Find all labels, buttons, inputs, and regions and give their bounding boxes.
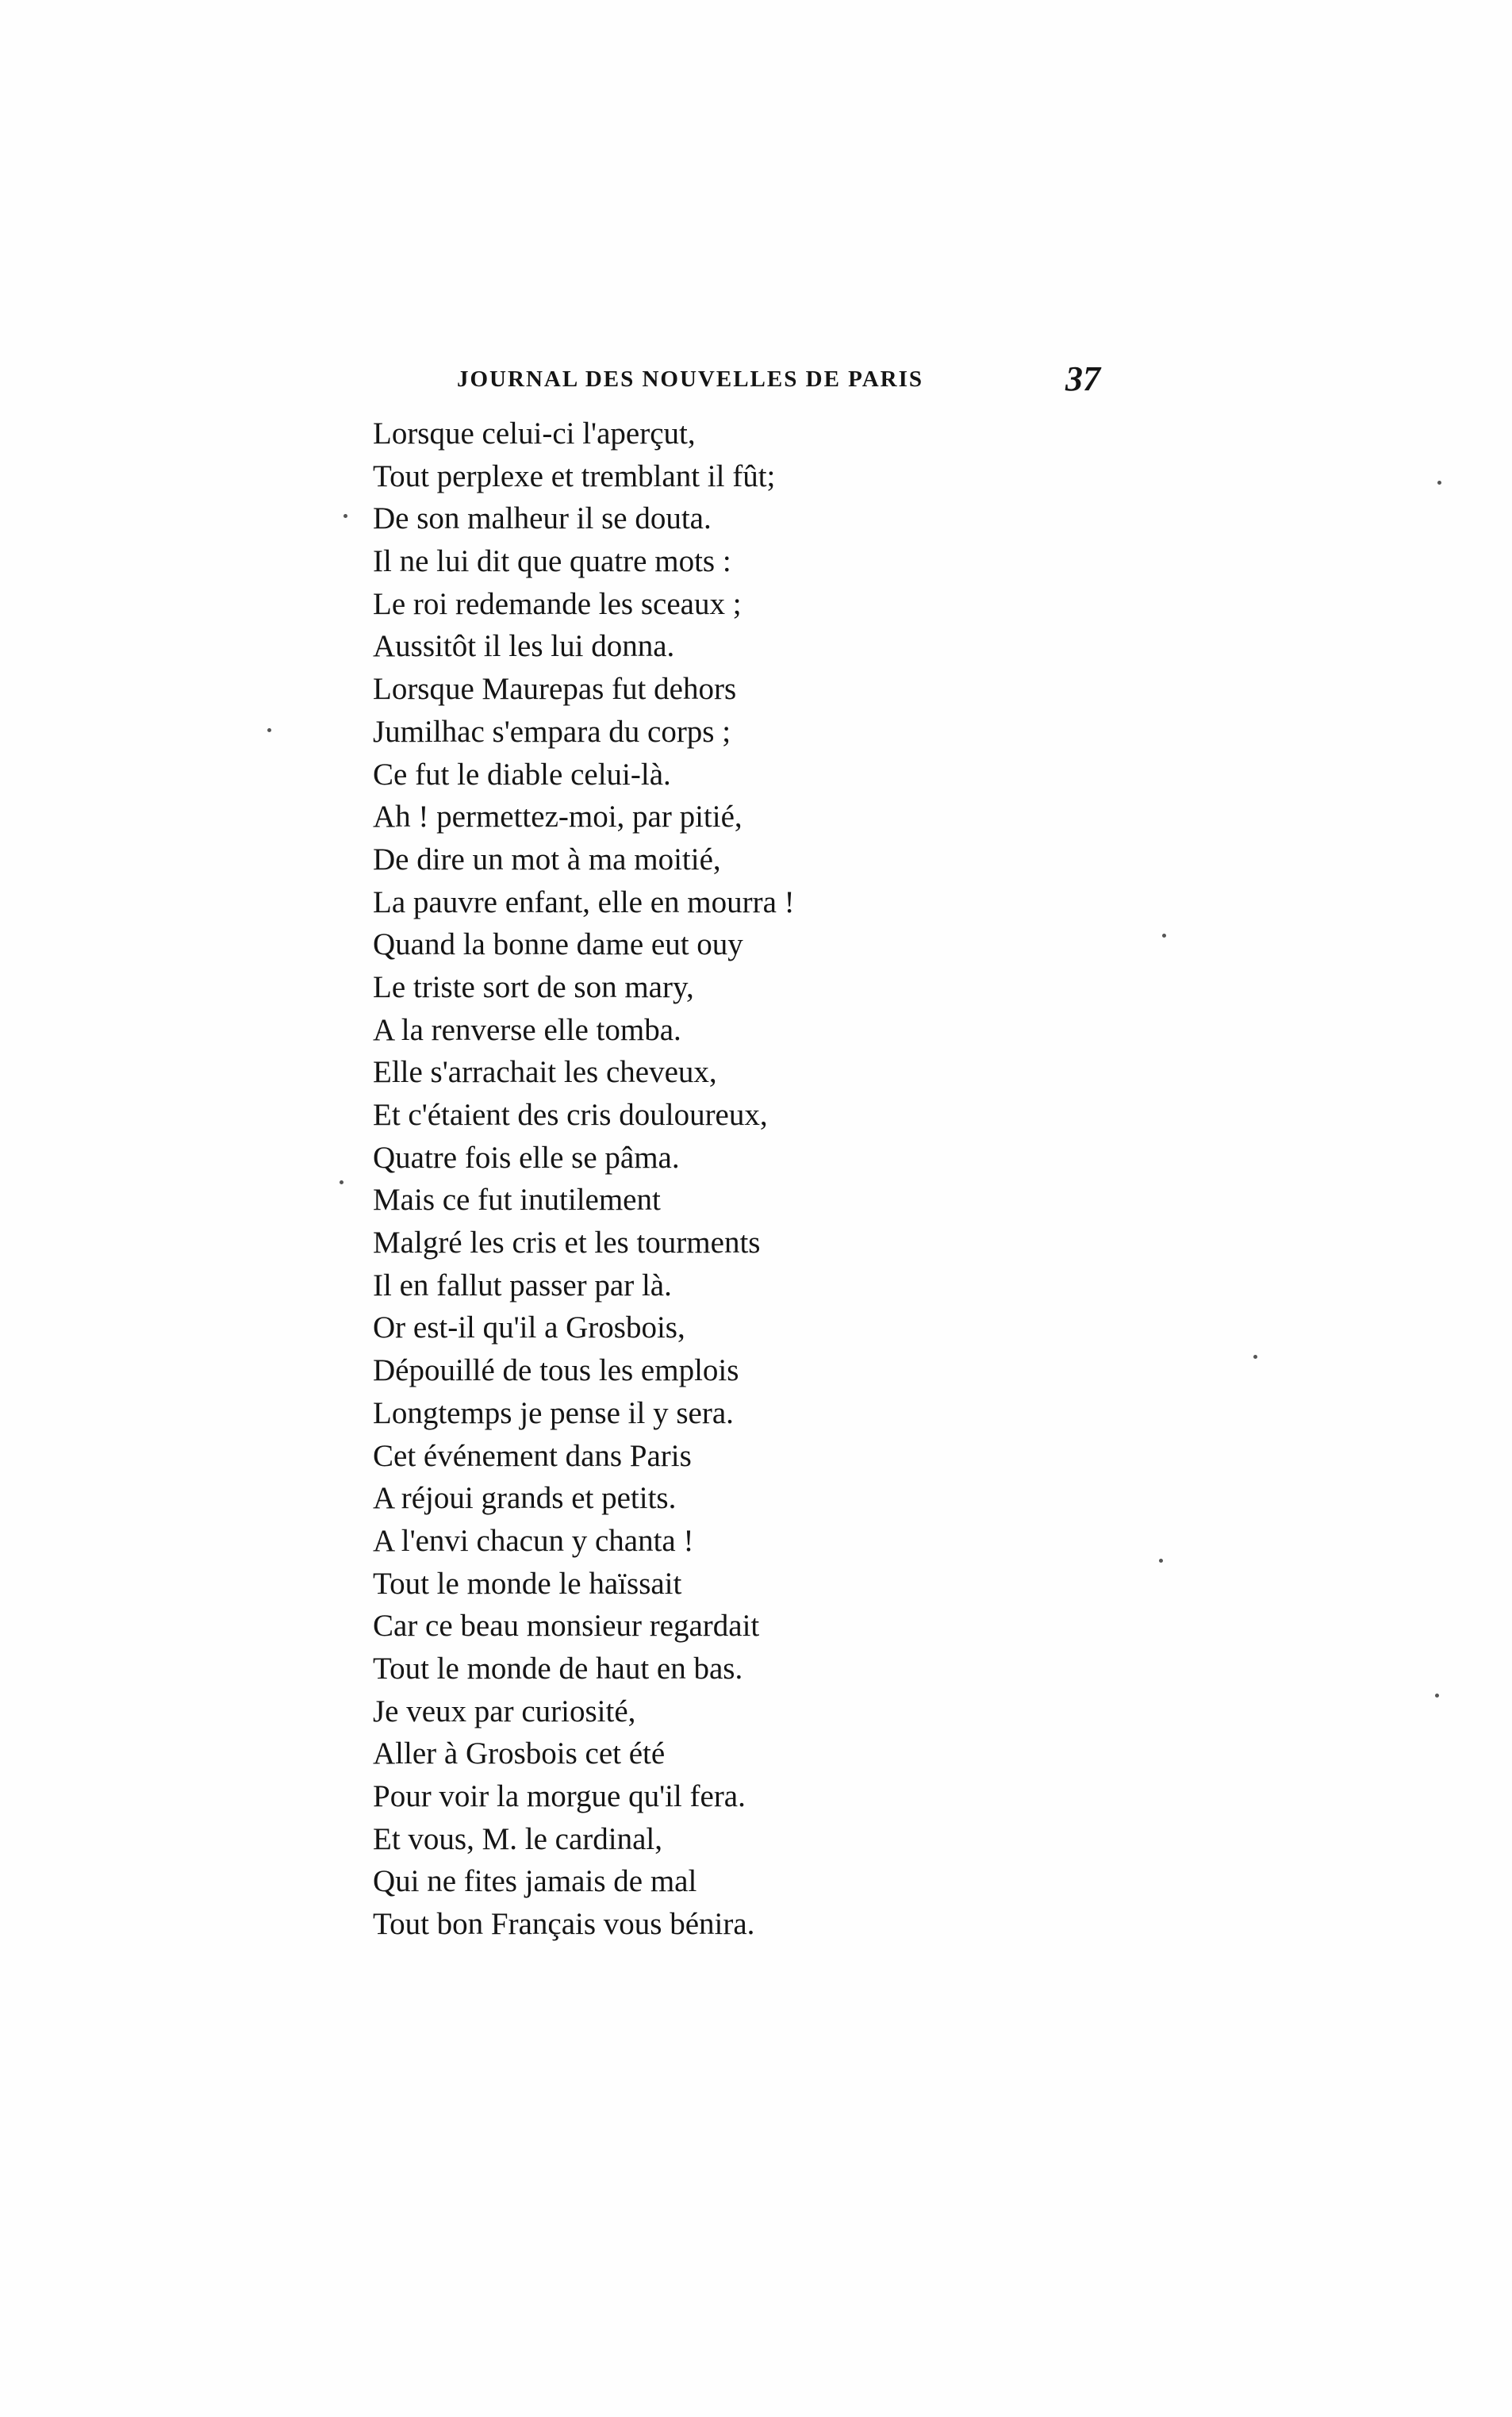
poem-line: Tout le monde de haut en bas.: [373, 1651, 743, 1686]
poem-line: Or est-il qu'il a Grosbois,: [373, 1310, 685, 1345]
paper-speck: [1437, 481, 1441, 485]
poem-line: Pour voir la morgue qu'il fera.: [373, 1779, 746, 1813]
poem-line: Mais ce fut inutilement: [373, 1183, 661, 1218]
poem-line: Dépouillé de tous les emplois: [373, 1353, 739, 1388]
poem-line: Quand la bonne dame eut ouy: [373, 927, 743, 962]
poem-line: Ce fut le diable celui-là.: [373, 757, 671, 792]
paper-speck: [343, 514, 347, 518]
poem-line: Ah ! permettez-moi, par pitié,: [373, 800, 743, 834]
poem-text: [373, 412, 795, 1946]
poem-line: Aller à Grosbois cet été: [373, 1736, 666, 1771]
poem-line: Tout le monde le haïssait: [373, 1566, 682, 1601]
paper-speck: [1435, 1694, 1439, 1698]
poem-line: Jumilhac s'empara du corps ;: [373, 714, 731, 749]
poem-line: Et vous, M. le cardinal,: [373, 1821, 662, 1856]
poem-line: Lorsque Maurepas fut dehors: [373, 672, 737, 707]
paper-speck: [1159, 1559, 1163, 1563]
paper-speck: [267, 728, 271, 732]
poem-line: Il en fallut passer par là.: [373, 1268, 672, 1302]
poem-line: Lorsque celui-ci l'aperçut,: [373, 416, 696, 451]
poem-line: Tout bon Français vous bénira.: [373, 1907, 755, 1942]
poem-line: A réjoui grands et petits.: [373, 1481, 677, 1516]
poem-line: Le roi redemande les sceaux ;: [373, 586, 742, 621]
poem-line: Aussitôt il les lui donna.: [373, 629, 675, 664]
paper-speck: [1253, 1355, 1257, 1359]
poem-line: A l'envi chacun y chanta !: [373, 1523, 694, 1558]
poem-line: La pauvre enfant, elle en mourra !: [373, 884, 795, 919]
poem-line: Elle s'arrachait les cheveux,: [373, 1055, 717, 1090]
poem-line: Tout perplexe et tremblant il fût;: [373, 458, 776, 493]
poem-line: Longtemps je pense il y sera.: [373, 1395, 734, 1430]
running-title: JOURNAL DES NOUVELLES DE PARIS: [457, 366, 924, 392]
poem-line: Il ne lui dit que quatre mots :: [373, 544, 731, 579]
poem-line: Malgré les cris et les tourments: [373, 1226, 761, 1260]
poem-line: Car ce beau monsieur regardait: [373, 1609, 760, 1644]
poem-line: Je veux par curiosité,: [373, 1694, 636, 1728]
poem-line: Quatre fois elle se pâma.: [373, 1140, 680, 1175]
paper-speck: [1162, 934, 1166, 938]
poem-line: Cet événement dans Paris: [373, 1438, 692, 1473]
poem-line: De son malheur il se douta.: [373, 501, 712, 536]
paper-speck: [340, 1180, 343, 1184]
poem-line: Le triste sort de son mary,: [373, 969, 694, 1004]
poem-line: De dire un mot à ma moitié,: [373, 842, 721, 877]
poem-line: A la renverse elle tomba.: [373, 1012, 681, 1047]
poem-line: Et c'étaient des cris douloureux,: [373, 1098, 768, 1132]
poem-line: Qui ne fites jamais de mal: [373, 1864, 697, 1899]
page-number: 37: [1065, 359, 1100, 398]
